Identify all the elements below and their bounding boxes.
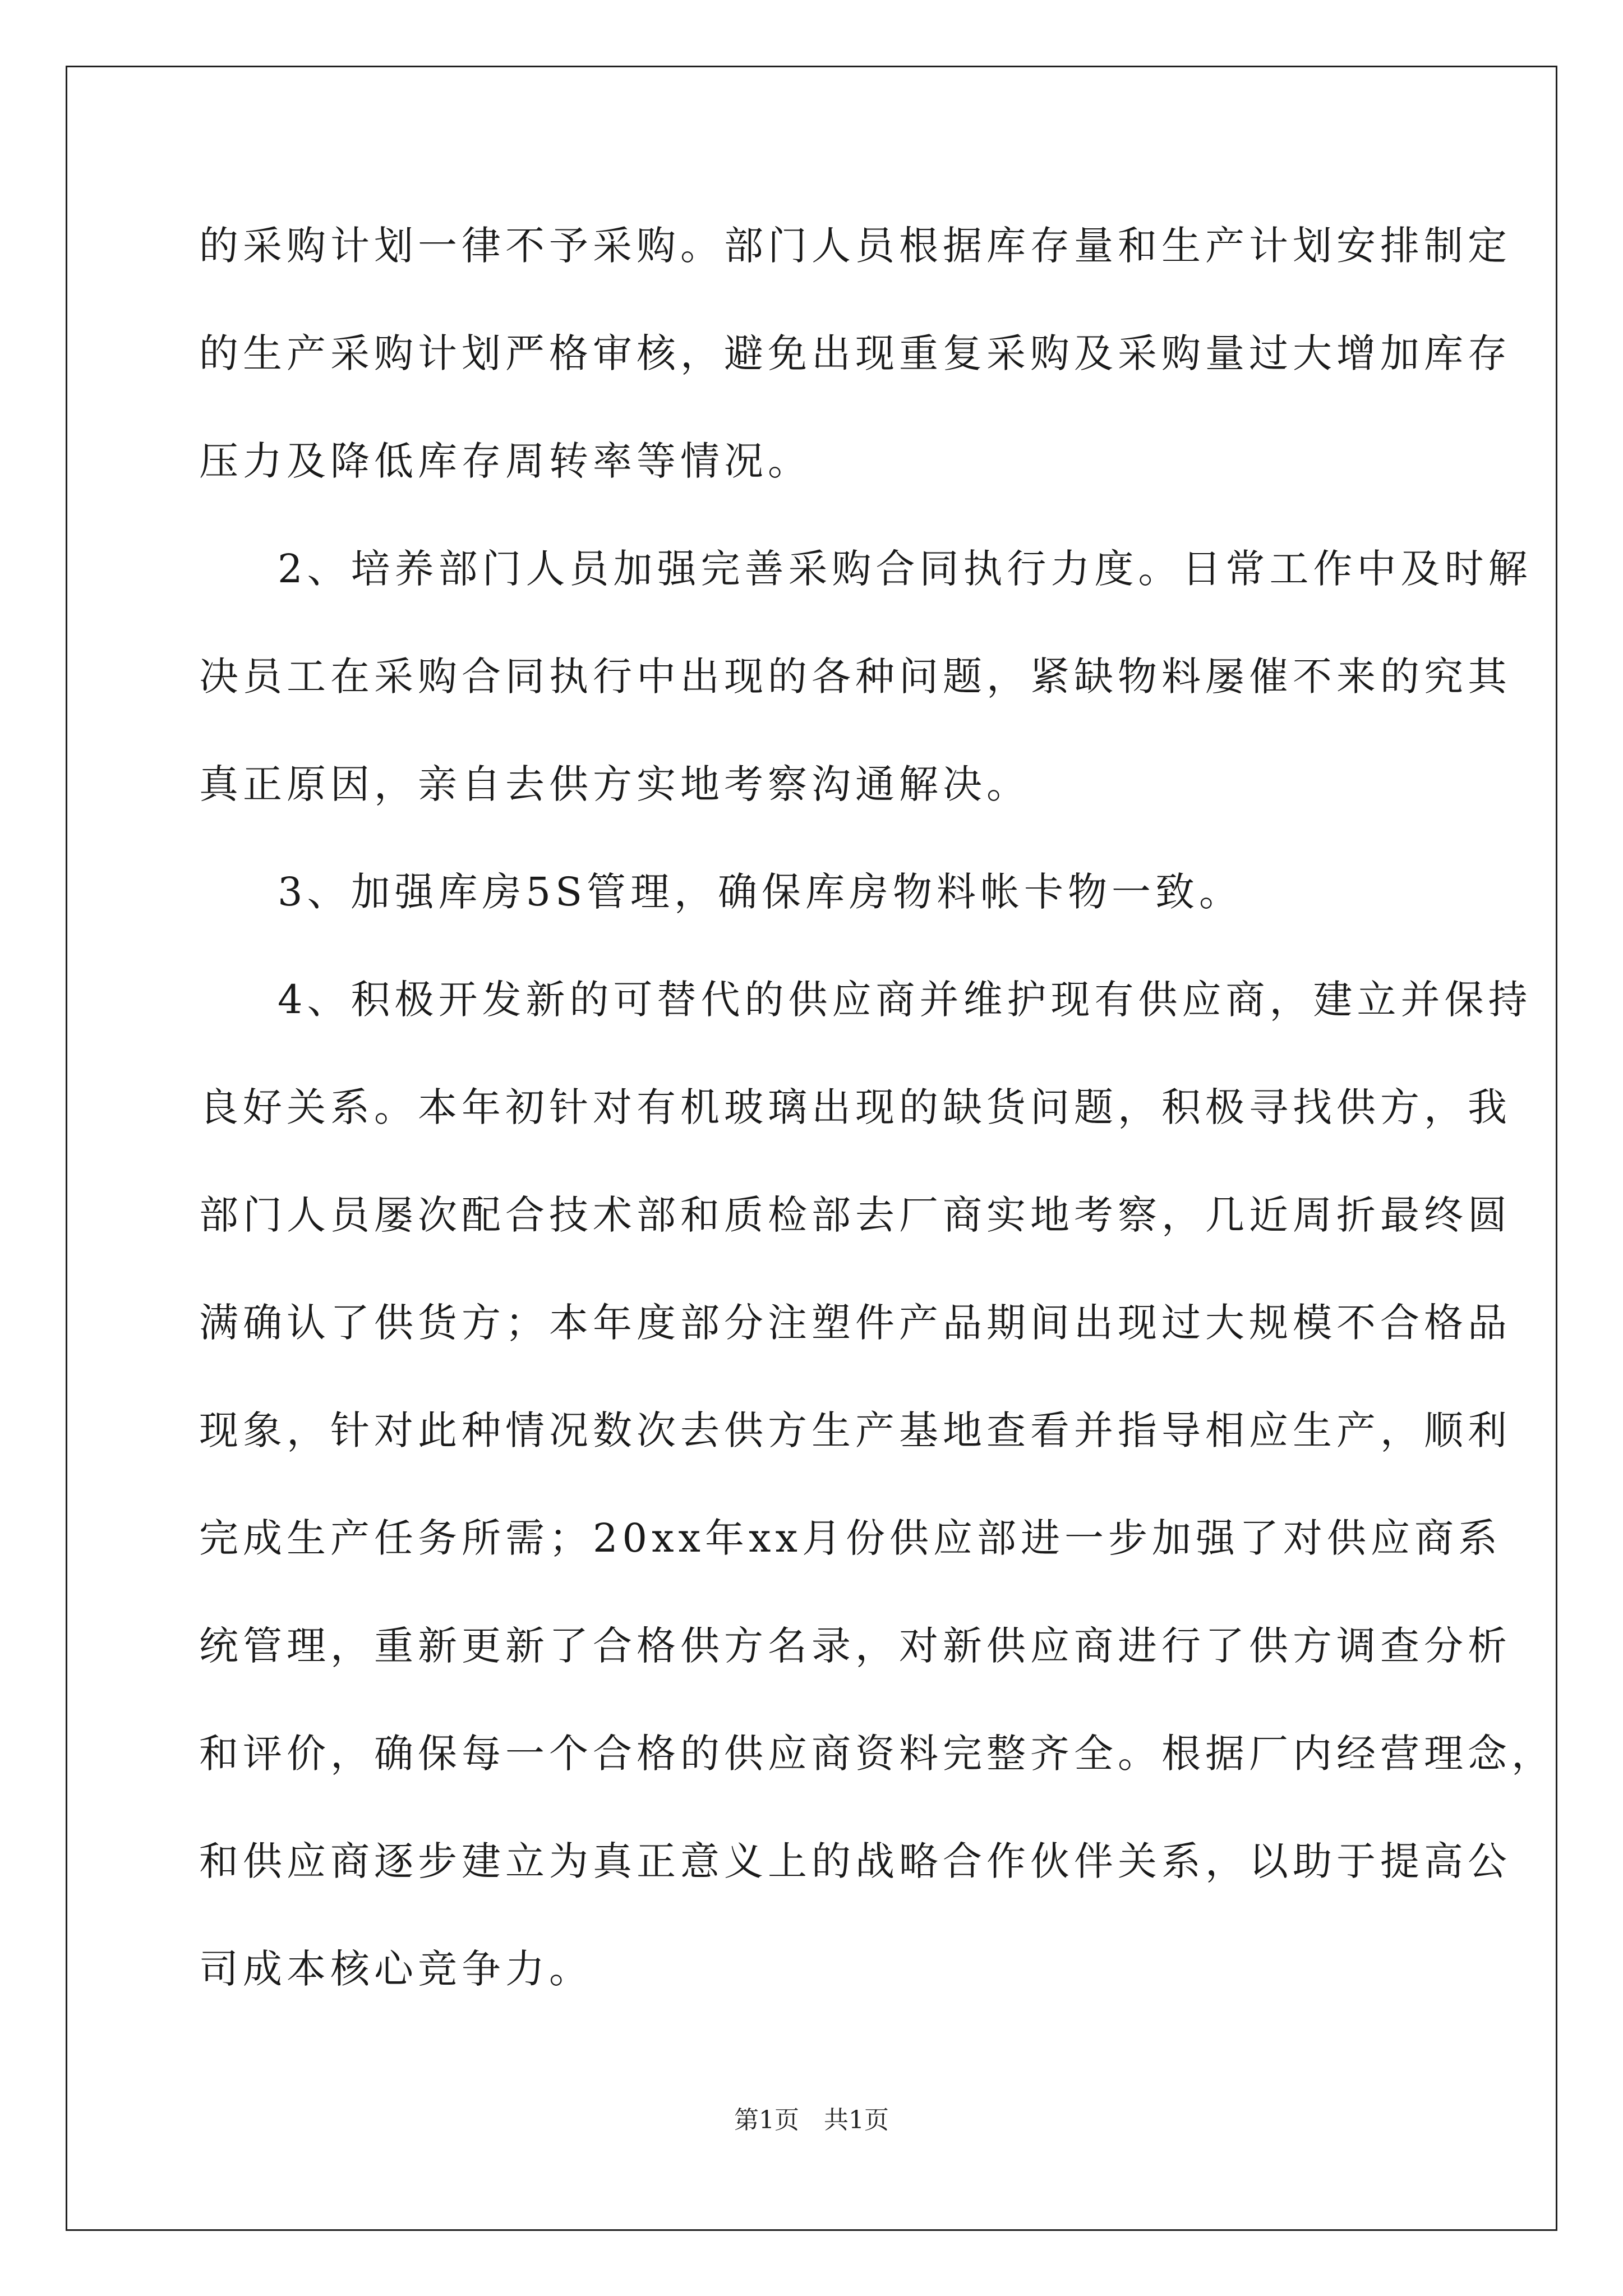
text-line-17: 司成本核心竞争力。 [199,1946,593,1992]
text-line-7: 3、加强库房5S管理，确保库房物料帐卡物一致。 [278,869,1243,915]
text-line-3: 压力及降低库存周转率等情况。 [199,438,811,484]
text-line-13: 完成生产任务所需；20xx年xx月份供应部进一步加强了对供应商系 [199,1515,1502,1561]
text-line-12: 现象，针对此种情况数次去供方生产基地查看并指导相应生产，顺利 [199,1407,1511,1453]
text-line-16: 和供应商逐步建立为真正意义上的战略合作伙伴关系，以助于提高公 [199,1838,1511,1884]
text-line-11: 满确认了供货方；本年度部分注塑件产品期间出现过大规模不合格品 [199,1300,1511,1346]
text-line-1: 的采购计划一律不予采购。部门人员根据库存量和生产计划安排制定 [199,223,1511,269]
text-line-15: 和评价，确保每一个合格的供应商资料完整齐全。根据厂内经营理念， [199,1731,1555,1777]
text-line-5: 决员工在采购合同执行中出现的各种问题，紧缺物料屡催不来的究其 [199,654,1511,700]
text-line-2: 的生产采购计划严格审核，避免出现重复采购及采购量过大增加库存 [199,330,1511,376]
text-line-6: 真正原因，亲自去供方实地考察沟通解决。 [199,761,1030,807]
text-line-14: 统管理，重新更新了合格供方名录，对新供应商进行了供方调查分析 [199,1623,1511,1669]
text-line-9: 良好关系。本年初针对有机玻璃出现的缺货问题，积极寻找供方，我 [199,1084,1511,1130]
page-number-footer: 第1页 共1页 [734,2106,889,2134]
document-body [199,219,1555,2050]
text-line-4: 2、培养部门人员加强完善采购合同执行力度。日常工作中及时解 [278,546,1532,592]
text-line-8: 4、积极开发新的可替代的供应商并维护现有供应商，建立并保持 [278,977,1532,1023]
text-line-10: 部门人员屡次配合技术部和质检部去厂商实地考察，几近周折最终圆 [199,1192,1511,1238]
